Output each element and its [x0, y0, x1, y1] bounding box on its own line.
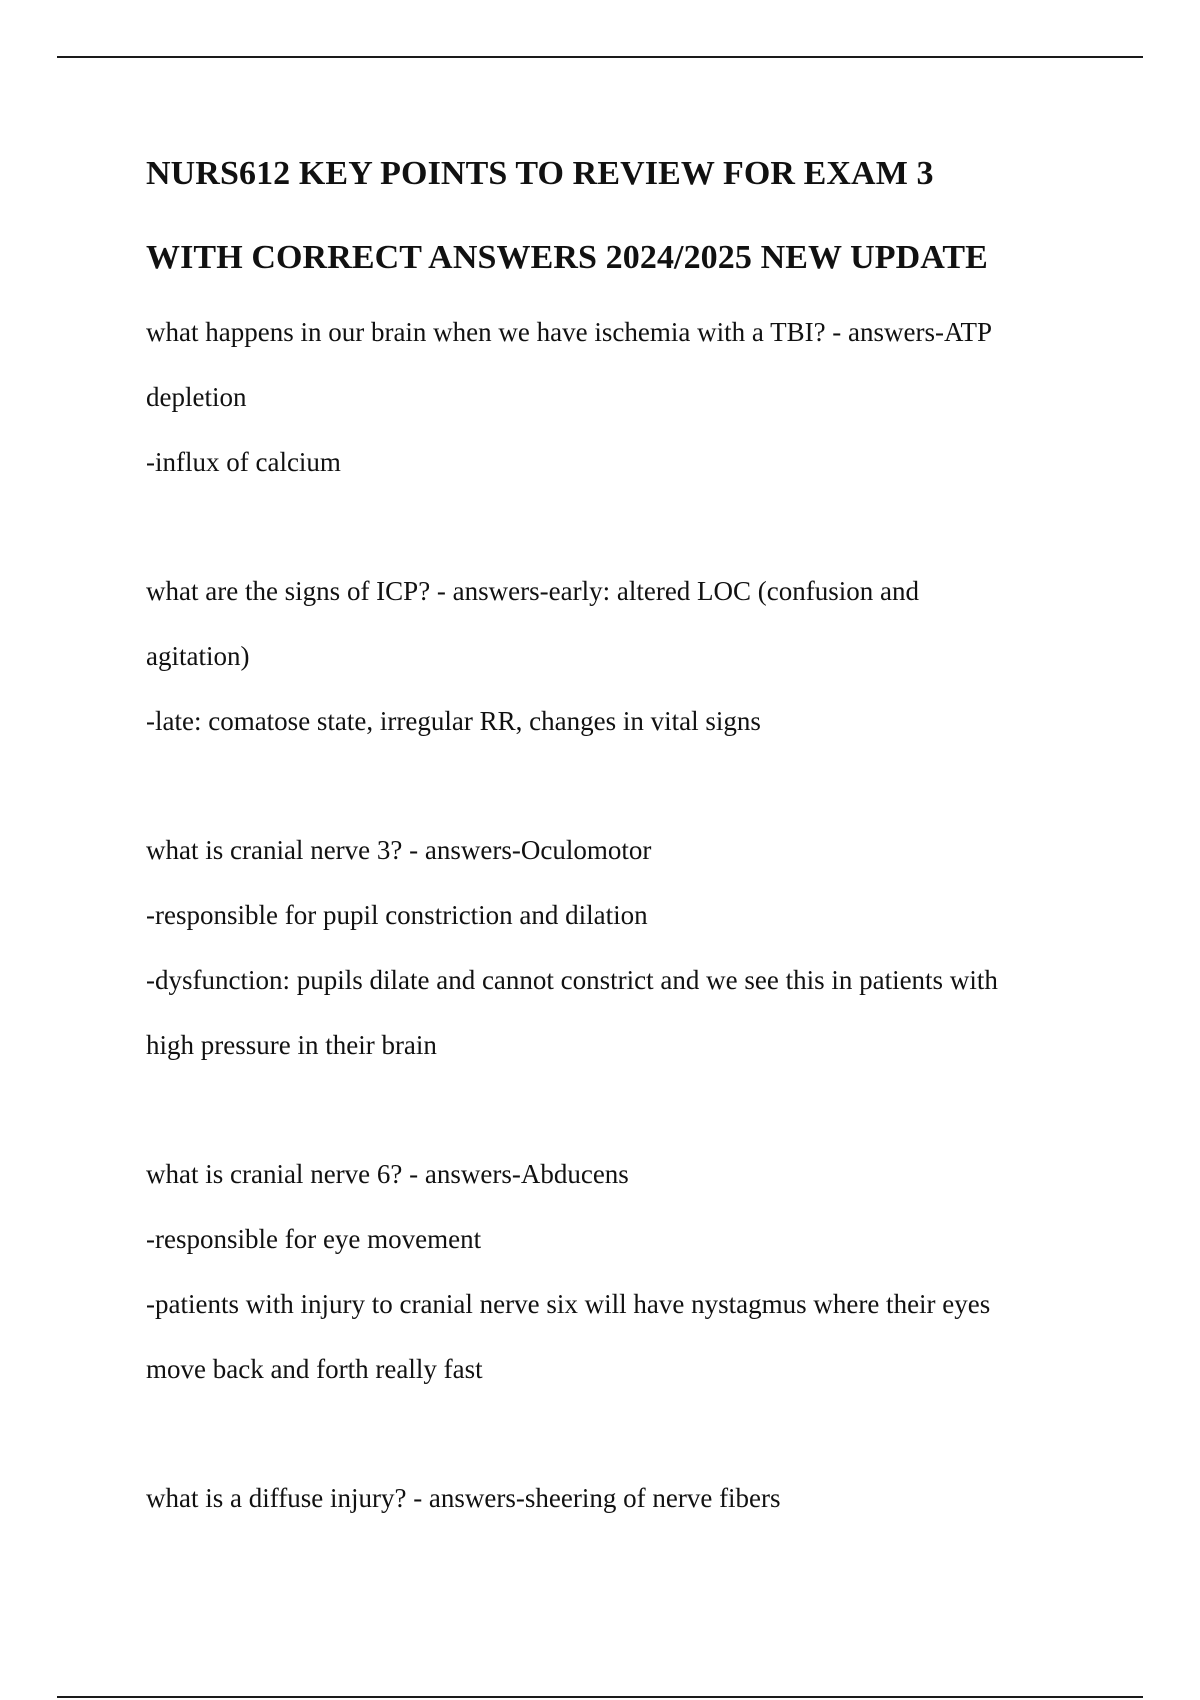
qa-line: what are the signs of ICP? - answers-early: altered LOC (confusion and: [146, 576, 920, 606]
qa-line: what happens in our brain when we have ischemia with a TBI? - answers-ATP: [146, 317, 993, 347]
qa-line: -patients with injury to cranial nerve six will have nystagmus where their eyes: [146, 1289, 991, 1319]
qa-line: high pressure in their brain: [146, 1030, 437, 1060]
qa-line: what is cranial nerve 3? - answers-Oculomotor: [146, 835, 652, 865]
qa-line: depletion: [146, 382, 247, 412]
qa-item: [146, 300, 1096, 495]
qa-line: -late: comatose state, irregular RR, changes in vital signs: [146, 706, 761, 736]
qa-item: [146, 1142, 1096, 1402]
qa-line: move back and forth really fast: [146, 1354, 483, 1384]
qa-line: what is a diffuse injury? - answers-sheering of nerve fibers: [146, 1483, 781, 1513]
document-page: [146, 132, 1096, 1595]
top-rule: [57, 56, 1143, 58]
qa-line: agitation): [146, 641, 250, 671]
qa-line: -dysfunction: pupils dilate and cannot constrict and we see this in patients with: [146, 965, 998, 995]
document-body: [146, 300, 1096, 1531]
qa-item: [146, 559, 1096, 754]
title-line-1: NURS612 KEY POINTS TO REVIEW FOR EXAM 3: [146, 155, 934, 192]
title-line-2: WITH CORRECT ANSWERS 2024/2025 NEW UPDATE: [146, 239, 988, 276]
qa-item: [146, 1466, 1096, 1531]
qa-line: what is cranial nerve 6? - answers-Abducens: [146, 1159, 629, 1189]
qa-line: -responsible for eye movement: [146, 1224, 482, 1254]
document-title: [146, 132, 1096, 300]
qa-line: -influx of calcium: [146, 447, 341, 477]
qa-item: [146, 818, 1096, 1078]
qa-line: -responsible for pupil constriction and dilation: [146, 900, 648, 930]
bottom-rule: [57, 1696, 1143, 1698]
